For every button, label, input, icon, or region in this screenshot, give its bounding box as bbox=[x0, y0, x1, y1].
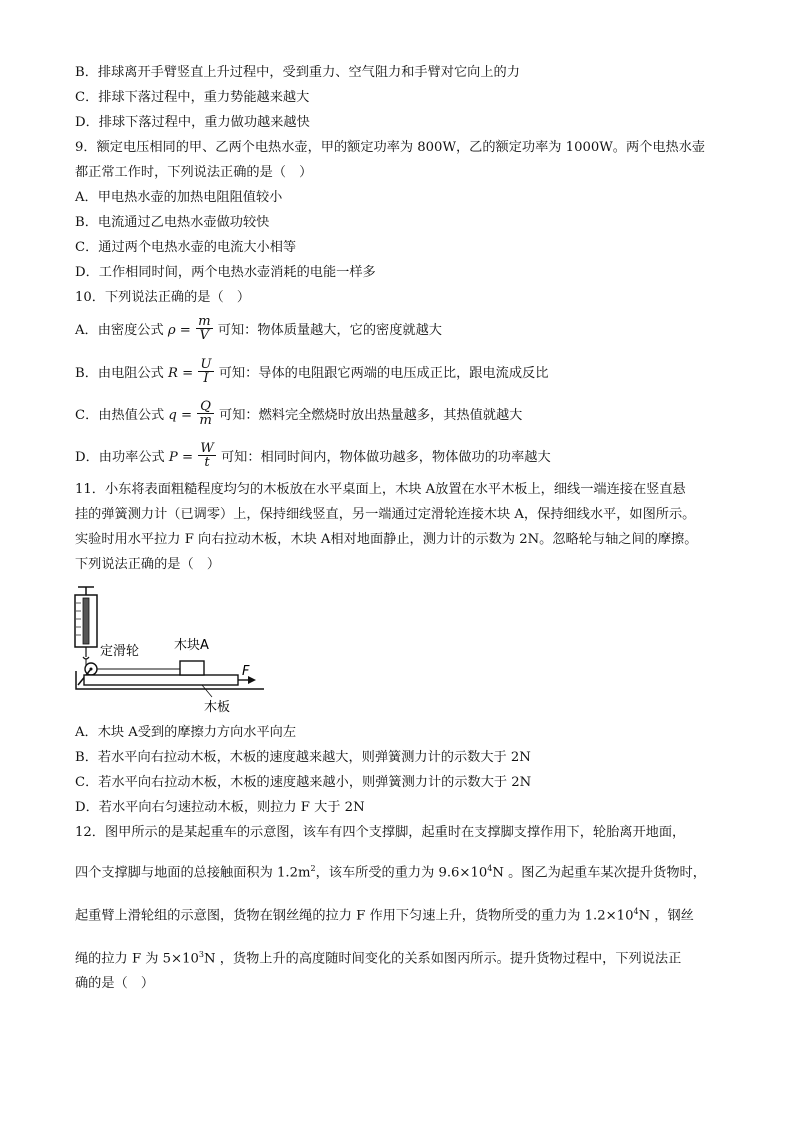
q11-option-c: C．若水平向右拉动木板，木板的速度越来越小，则弹簧测力计的示数大于 2N bbox=[75, 775, 532, 790]
formula-lhs: P = bbox=[168, 450, 194, 465]
exponent: 3 bbox=[198, 950, 204, 959]
formula-lhs: q = bbox=[168, 408, 193, 423]
fraction bbox=[197, 400, 214, 427]
q10-stem: 10．下列说法正确的是（ ） bbox=[75, 290, 251, 305]
q12-line2-part1: 四个支撑脚与地面的总接触面积为 1.2m bbox=[75, 865, 311, 881]
q12-line5: 确的是（ ） bbox=[75, 976, 155, 991]
option-prefix: D．由功率公式 bbox=[75, 450, 165, 465]
q9-option-c: C．通过两个电热水壶的电流大小相等 bbox=[75, 240, 297, 255]
option-prefix: A．由密度公式 bbox=[75, 323, 164, 338]
formula-lhs: R = bbox=[168, 366, 194, 381]
fraction-numerator: m bbox=[198, 314, 211, 329]
q10-option-a bbox=[75, 314, 442, 344]
option-text: 可知：物体质量越大，它的密度就越大 bbox=[217, 323, 442, 338]
exponent: 4 bbox=[487, 864, 493, 873]
q12-line1: 12．图甲所示的是某起重车的示意图，该车有四个支撑脚，起重时在支撑脚支撑作用下，轮胎离开地面， bbox=[75, 825, 686, 840]
q12-line4-part1: 绳的拉力 F 为 5×10 bbox=[75, 951, 199, 967]
option-text: 可知：导体的电阻跟它两端的电压成正比，跟电流成反比 bbox=[218, 366, 549, 381]
q9-option-b: B．电流通过乙电热水壶做功较快 bbox=[75, 215, 270, 230]
q12-line2-part2: ，该车所受的重力为 9.6×10 bbox=[315, 865, 488, 881]
spring-scale bbox=[75, 587, 97, 659]
fraction bbox=[196, 315, 213, 342]
q12-line4 bbox=[75, 946, 681, 968]
formula-lhs: ρ = bbox=[167, 323, 191, 338]
q9-option-d: D．工作相同时间，两个电热水壶消耗的电能一样多 bbox=[75, 265, 376, 280]
q8-option-b: B．排球离开手臂竖直上升过程中，受到重力、空气阻力和手臂对它向上的力 bbox=[75, 65, 520, 80]
board bbox=[84, 675, 238, 685]
q12-line3-part1: 起重臂上滑轮组的示意图，货物在钢丝绳的拉力 F 作用下匀速上升，货物所受的重力为 1.2×10 bbox=[75, 908, 634, 924]
fraction-numerator: U bbox=[200, 357, 212, 372]
option-prefix: B．由电阻公式 bbox=[75, 366, 164, 381]
fraction-denominator: V bbox=[199, 328, 210, 343]
q12-line2-part3: N 。图乙为起重车某次提升货物时， bbox=[492, 865, 706, 881]
q11-option-b: B．若水平向右拉动木板，木板的速度越来越大，则弹簧测力计的示数大于 2N bbox=[75, 750, 531, 765]
q9-stem-line1: 9．额定电压相同的甲、乙两个电热水壶，甲的额定功率为 800W，乙的额定功率为 1000W。两个电热水壶 bbox=[75, 140, 706, 155]
q8-option-d: D．排球下落过程中，重力做功越来越快 bbox=[75, 115, 310, 130]
q9-option-a: A．甲电热水壶的加热电阻阻值较小 bbox=[75, 190, 283, 205]
q12-line2 bbox=[75, 860, 706, 882]
exponent: 4 bbox=[633, 907, 639, 916]
block-label: 木块A bbox=[174, 638, 209, 653]
fraction bbox=[198, 442, 216, 469]
q11-stem-line2: 挂的弹簧测力计（已调零）上，保持细线竖直，另一端通过定滑轮连接木块 A，保持细线水平，如图所示。 bbox=[75, 507, 696, 522]
pulley-label: 定滑轮 bbox=[100, 644, 140, 659]
q11-stem-line4: 下列说法正确的是（ ） bbox=[75, 557, 221, 572]
board-label: 木板 bbox=[204, 700, 231, 715]
friction-experiment-figure bbox=[70, 585, 270, 715]
q12-line4-part2: N ，货物上升的高度随时间变化的关系如图丙所示。提升货物过程中，下列说法正 bbox=[203, 951, 682, 967]
q9-stem-line2: 都正常工作时，下列说法正确的是（ ） bbox=[75, 165, 313, 180]
option-prefix: C．由热值公式 bbox=[75, 408, 165, 423]
fraction-numerator: Q bbox=[197, 400, 214, 414]
q12-line3 bbox=[75, 903, 694, 925]
option-text: 可知：相同时间内，物体做功越多，物体做功的功率越大 bbox=[221, 450, 551, 465]
q8-option-c: C．排球下落过程中，重力势能越来越大 bbox=[75, 90, 310, 105]
option-text: 可知：燃料完全燃烧时放出热量越多，其热值就越大 bbox=[219, 408, 523, 423]
q11-stem-line3: 实验时用水平拉力 F 向右拉动木板，木块 A相对地面静止，测力计的示数为 2N。忽略轮与轴之间的摩擦。 bbox=[75, 532, 698, 547]
fraction-denominator: t bbox=[204, 455, 210, 470]
fraction-denominator: m bbox=[199, 413, 212, 428]
q12-line3-part2: N ，钢丝 bbox=[638, 908, 694, 924]
q10-option-d bbox=[75, 441, 551, 471]
q10-option-c bbox=[75, 399, 523, 429]
fraction bbox=[198, 358, 213, 385]
fraction-denominator: I bbox=[203, 371, 209, 386]
q11-stem-line1: 11．小东将表面粗糙程度均匀的木板放在水平桌面上，木块 A放置在水平木板上，细线一端连接在竖直悬 bbox=[75, 482, 686, 497]
q10-option-b bbox=[75, 357, 549, 387]
block-a bbox=[180, 661, 204, 675]
q11-option-d: D．若水平向右匀速拉动木板，则拉力 F 大于 2N bbox=[75, 800, 365, 815]
q11-option-a: A．木块 A受到的摩擦力方向水平向左 bbox=[75, 725, 297, 740]
exponent: 2 bbox=[310, 864, 316, 873]
fraction-numerator: W bbox=[200, 441, 214, 456]
board-leader-line bbox=[202, 685, 212, 697]
force-label: F bbox=[242, 664, 250, 679]
